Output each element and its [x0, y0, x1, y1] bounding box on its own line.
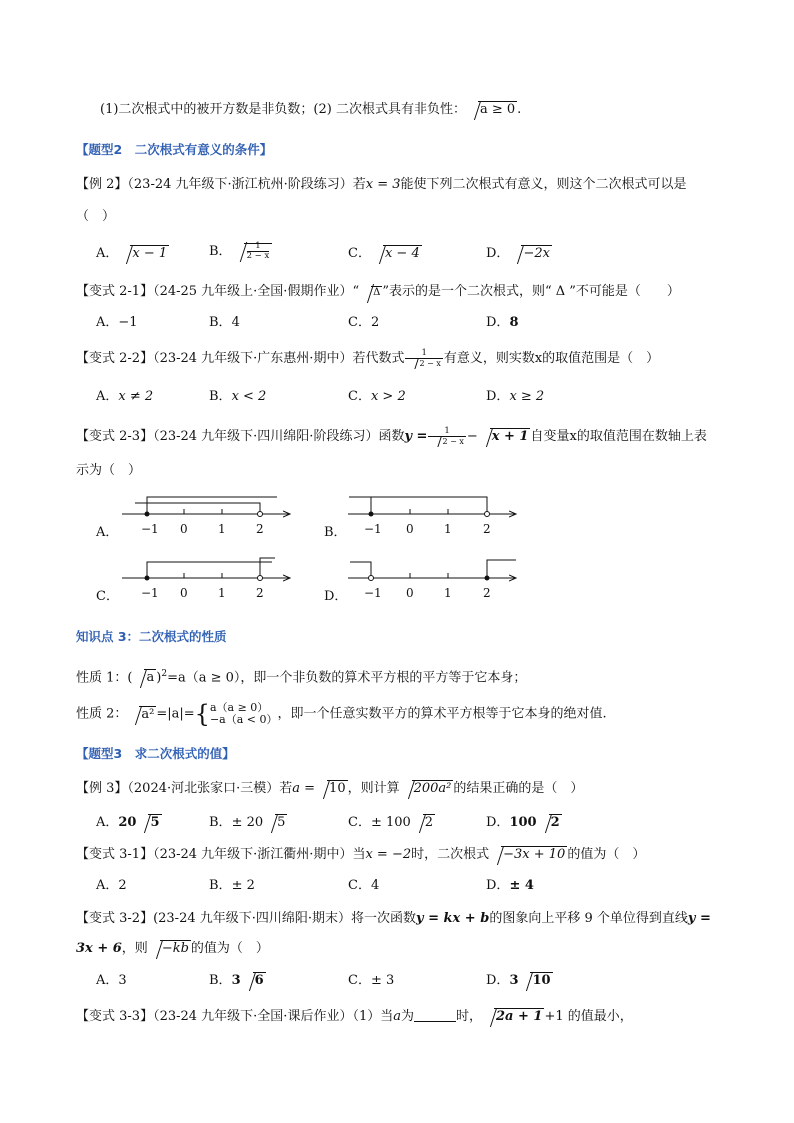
v31-option-b[interactable]: B．± 2 — [209, 878, 255, 893]
v31-option-a[interactable]: A．2 — [96, 878, 127, 893]
tick-b-m1: −1 — [364, 522, 382, 536]
variant-2-1: 【变式 2-1】（24-25 九年级上·全国·假期作业）“ Δ ”表示的是一个二次根式，则“ Δ ”不可能是（ ） — [76, 283, 680, 302]
example-2-paren: （ ） — [76, 209, 116, 224]
tick-d-1: 1 — [444, 586, 452, 600]
example-2: 【例 2】（23-24 九年级下·浙江杭州·阶段练习）若x = 3能使下列二次根式有意义，则这个二次根式可以是 — [76, 177, 687, 192]
ex3-option-b[interactable]: B．± 20 5 — [209, 815, 286, 830]
v21-option-a[interactable]: A．−1 — [96, 315, 138, 330]
v23-option-c-label[interactable]: C． — [96, 589, 119, 604]
type2-title: 【题型2 二次根式有意义的条件】 — [76, 142, 273, 157]
variant-3-3: 【变式 3-3】（23-24 九年级下·全国·课后作业）（1）当a为 时， 2a + 1 +1 的值最小， — [76, 1009, 633, 1024]
tick-d-2: 2 — [483, 586, 491, 600]
ex2-option-c[interactable]: C． x − 4 — [348, 246, 420, 261]
v32-option-c[interactable]: C．± 3 — [348, 973, 395, 988]
v21-option-b[interactable]: B．4 — [209, 315, 240, 330]
answer-blank[interactable] — [414, 1009, 456, 1022]
number-line-b — [348, 497, 516, 517]
tick-b-1: 1 — [444, 522, 452, 536]
v23-option-d-label[interactable]: D． — [324, 589, 348, 604]
v32-option-d[interactable]: D．3 10 — [486, 973, 551, 988]
tick-c-2: 2 — [256, 586, 264, 600]
v21-option-c[interactable]: C．2 — [348, 315, 380, 330]
v32-option-a[interactable]: A．3 — [96, 973, 127, 988]
variant-2-3: 【变式 2-3】（23-24 九年级下·四川绵阳·阶段练习）函数y = $\frac{1}{2 - x}$ − x + 1 自变量x的取值范围在数轴上表 — [76, 426, 707, 446]
ex3-option-c[interactable]: C．± 100 2 — [348, 815, 434, 830]
v22-option-d[interactable]: D．x ≥ 2 — [486, 389, 545, 404]
v31-option-c[interactable]: C．4 — [348, 878, 380, 893]
variant-3-1: 【变式 3-1】（23-24 九年级下·浙江衢州·期中）当x = −2时，二次根式 −3x + 10 的值为（ ） — [76, 847, 646, 862]
tick-a-1: 1 — [218, 522, 226, 536]
variant-2-2: 【变式 2-2】（23-24 九年级下·广东惠州·期中）若代数式 $\frac{1}{2 - x}$ 有意义，则实数x的取值范围是（ ） — [76, 348, 660, 368]
tick-b-0: 0 — [406, 522, 414, 536]
ex2-option-d[interactable]: D． −2x — [486, 246, 550, 261]
property-1: 性质 1：( a )$^2$=a（a ≥ 0），即一个非负数的算术平方根的平方等于它本身； — [76, 669, 527, 686]
example-3: 【例 3】（2024·河北张家口·三模）若a = 10 ，则计算 200a² 的结果正确的是（ ） — [76, 781, 584, 796]
v22-option-b[interactable]: B．x < 2 — [209, 389, 267, 404]
ex2-option-b[interactable]: B． $\frac{1}{2 - x}$ — [209, 242, 272, 261]
number-line-d — [348, 560, 516, 581]
sqrt-a: a ≥ 0 — [468, 101, 517, 119]
variant-2-3-line2: 示为（ ） — [76, 463, 142, 478]
ex2-option-a[interactable]: A． x − 1 — [96, 246, 168, 261]
v32-option-b[interactable]: B．3 6 — [209, 973, 264, 988]
tick-b-2: 2 — [483, 522, 491, 536]
tick-c-1: 1 — [218, 586, 226, 600]
v22-option-a[interactable]: A．x ≠ 2 — [96, 389, 154, 404]
top-note: (1)二次根式中的被开方数是非负数；(2) 二次根式具有非负性： a ≥ 0 . — [100, 102, 522, 117]
property-2: 性质 2： a² =|a|={ a（a ≥ 0） −a（a < 0） ，即一个任意实数平方的算术平方根等于它本身的绝对值. — [76, 700, 607, 728]
number-line-a — [122, 497, 290, 517]
variant-3-2: 【变式 3-2】(23-24 九年级下·四川绵阳·期末）将一次函数y = kx + b的图象向上平移 9 个单位得到直线y = — [76, 911, 711, 926]
tick-a-2: 2 — [256, 522, 264, 536]
v21-option-d[interactable]: D．8 — [486, 315, 519, 330]
ex3-option-a[interactable]: A．20 5 — [96, 815, 160, 830]
tick-c-0: 0 — [180, 586, 188, 600]
tick-d-m1: −1 — [364, 586, 382, 600]
v22-option-c[interactable]: C．x > 2 — [348, 389, 406, 404]
v31-option-d[interactable]: D．± 4 — [486, 878, 534, 893]
kp3-title: 知识点 3：二次根式的性质 — [76, 629, 227, 644]
type3-title: 【题型3 求二次根式的值】 — [76, 746, 235, 761]
tick-a-0: 0 — [180, 522, 188, 536]
v23-option-a-label[interactable]: A． — [96, 525, 119, 540]
tick-d-0: 0 — [406, 586, 414, 600]
variant-3-2-line2: 3x + 6，则 −kb 的值为（ ） — [76, 941, 269, 956]
ex3-option-d[interactable]: D．100 2 — [486, 815, 560, 830]
v23-option-b-label[interactable]: B． — [324, 525, 347, 540]
tick-c-m1: −1 — [141, 586, 159, 600]
number-line-c — [122, 558, 290, 581]
tick-a-m1: −1 — [141, 522, 159, 536]
